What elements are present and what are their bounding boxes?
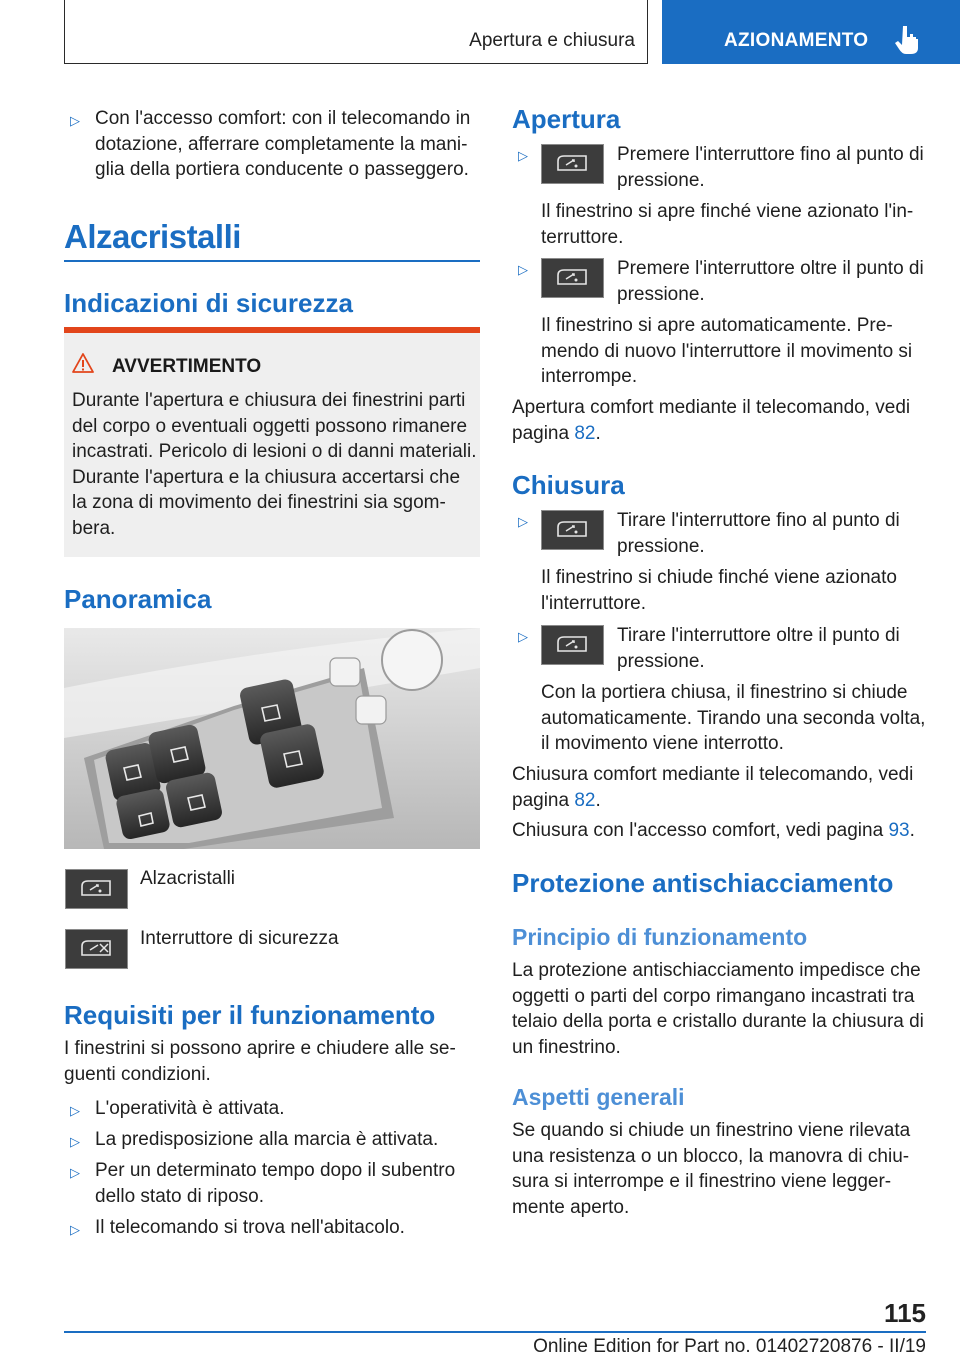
bullet-triangle-icon: ▷: [70, 1103, 80, 1118]
heading-rule: [64, 260, 480, 262]
step-action: Premere l'interruttore oltre il punto di pressione.: [617, 258, 924, 305]
warning-text: Durante l'apertura e chiusura dei finestrini parti del corpo o eventuali oggetti possono rimanere incastrati. Pericolo di lesioni o di danni materiali. Durante l'apertura e la chiusura accertarsi che la zona di movimento dei finestrini sia sgom-bera.: [72, 390, 477, 539]
requirements-heading: Requisiti per il funzionamento: [64, 1000, 436, 1030]
requirement-text: Per un determinato tempo dopo il subentro dello stato di riposo.: [95, 1160, 456, 1207]
opening-comfort-note: [512, 395, 922, 446]
hand-pointer-icon: [894, 24, 922, 54]
step-result: Il finestrino si apre finché viene azionato l'in-terruttore.: [541, 201, 914, 248]
safety-heading: Indicazioni di sicurezza: [64, 288, 353, 318]
page-link[interactable]: 93: [888, 820, 910, 841]
bullet-triangle-icon: ▷: [518, 148, 528, 163]
page-number: 115: [884, 1298, 926, 1328]
note-suffix: .: [595, 422, 601, 444]
window-switch-photo: [64, 628, 480, 849]
general-heading: Aspetti generali: [512, 1084, 685, 1110]
requirement-text: La predisposizione alla marcia è attivata.: [95, 1129, 439, 1150]
bullet-triangle-icon: ▷: [70, 1134, 80, 1149]
window-switch-icon: [541, 625, 604, 665]
section-tab: [662, 0, 960, 64]
requirement-item: [70, 1215, 480, 1241]
requirement-item: [70, 1127, 480, 1153]
comfort-bullet-text: Con l'accesso comfort: con il telecomando in dotazione, afferrare completamente la mani-glia della portiera conducente o passeggero.: [95, 108, 471, 180]
note-text: Chiusura con l'accesso comfort, vedi pagina: [512, 820, 884, 841]
page-heading: Alzacristalli: [64, 218, 241, 255]
footer-edition: Online Edition for Part no. 01402720876 - II/19: [533, 1336, 926, 1357]
bullet-triangle-icon: ▷: [70, 1222, 80, 1237]
requirement-text: L'operatività è attivata.: [95, 1098, 285, 1119]
section-title: AZIONAMENTO: [724, 30, 869, 51]
warning-triangle-icon: [72, 353, 94, 373]
requirement-item: [70, 1096, 480, 1122]
step-action: Tirare l'interruttore fino al punto di pressione.: [617, 510, 900, 557]
window-switch-icon: [65, 869, 128, 909]
window-switch-icon: [541, 144, 604, 184]
window-switch-icon: [541, 258, 604, 298]
page-link[interactable]: 82: [574, 789, 596, 811]
bullet-triangle-icon: ▷: [518, 262, 528, 277]
principle-heading: Principio di funzionamento: [512, 924, 808, 950]
bullet-triangle-icon: ▷: [518, 629, 528, 644]
step-result: Il finestrino si apre automaticamente. Pre-mendo di nuovo l'interruttore il movimento si interrompe.: [541, 315, 913, 387]
page-link[interactable]: 82: [574, 422, 596, 444]
overview-heading: Panoramica: [64, 584, 212, 614]
closing-heading: Chiusura: [512, 470, 625, 500]
antipinch-heading: Protezione antischiacciamento: [512, 868, 894, 898]
comfort-bullet: [70, 106, 480, 183]
requirement-text: Il telecomando si trova nell'abitacolo.: [95, 1217, 405, 1238]
requirements-intro: I finestrini si possono aprire e chiudere alle se-guenti condizioni.: [64, 1038, 456, 1085]
principle-text: La protezione antischiacciamento impedisce che oggetti o parti del corpo rimangano incastrati tra telaio della porta e cristallo durante la chiusura di un finestrino.: [512, 960, 924, 1058]
requirement-item: [70, 1158, 465, 1209]
bullet-triangle-icon: ▷: [518, 514, 528, 529]
legend-label-safety-switch: Interruttore di sicurezza: [140, 928, 339, 949]
warning-title: AVVERTIMENTO: [112, 356, 262, 377]
general-text: Se quando si chiude un finestrino viene rilevata una resistenza o un blocco, la manovra di chiu-sura si interrompe e il finestrino viene legger-mente aperto.: [512, 1120, 911, 1218]
safety-switch-icon: [65, 929, 128, 969]
note-suffix: .: [909, 820, 915, 841]
legend-label-window-switch: Alzacristalli: [140, 868, 236, 889]
bullet-triangle-icon: ▷: [70, 113, 80, 128]
header-title-box: [64, 0, 648, 64]
step-action: Premere l'interruttore fino al punto di pressione.: [617, 144, 924, 191]
chapter-title: Apertura e chiusura: [469, 30, 635, 51]
note-suffix: .: [595, 789, 601, 811]
warning-box: [64, 327, 480, 557]
bullet-triangle-icon: ▷: [70, 1165, 80, 1180]
opening-heading: Apertura: [512, 104, 621, 134]
note-text: Apertura comfort mediante il telecomando, vedi pagina: [512, 397, 911, 444]
note-text: Chiusura comfort mediante il telecomando, vedi pagina: [512, 764, 914, 811]
warning-bar: [64, 327, 480, 333]
closing-access-note: [512, 818, 942, 844]
step-result: Con la portiera chiusa, il finestrino si chiude automaticamente. Tirando una seconda volta, il movimento viene interrotto.: [541, 682, 926, 754]
window-switch-icon: [541, 510, 604, 550]
step-result: Il finestrino si chiude finché viene azionato l'interruttore.: [541, 567, 897, 614]
step-action: Tirare l'interruttore oltre il punto di pressione.: [617, 625, 900, 672]
closing-comfort-note: [512, 762, 922, 813]
footer-rule: [64, 1331, 926, 1333]
